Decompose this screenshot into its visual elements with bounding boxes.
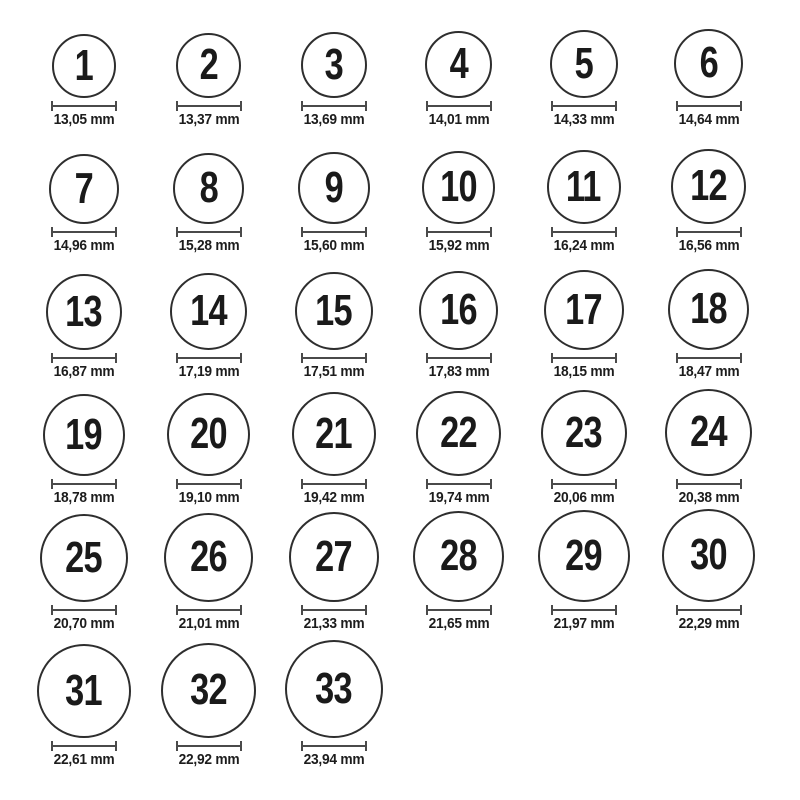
diameter-label bbox=[301, 615, 367, 632]
diameter-measure-line bbox=[51, 105, 117, 107]
ring-circle bbox=[298, 152, 370, 224]
ring-size-number: 3 bbox=[324, 39, 343, 89]
diameter-measure-line bbox=[551, 357, 617, 359]
ring-size-number: 30 bbox=[690, 530, 727, 580]
diameter-label bbox=[426, 111, 492, 128]
diameter-measure-line bbox=[676, 609, 742, 611]
measure-tick-left bbox=[176, 605, 178, 615]
diameter-label-text: 22,29 mm bbox=[678, 614, 739, 632]
measure-tick-left bbox=[51, 479, 53, 489]
diameter-measure-line bbox=[426, 483, 492, 485]
diameter-label-text: 21,97 mm bbox=[553, 614, 614, 632]
ring-circle bbox=[425, 31, 492, 98]
ring-size-number: 4 bbox=[449, 39, 468, 89]
ring-size-item bbox=[396, 128, 521, 254]
measure-tick-left bbox=[301, 741, 303, 751]
ring-size-number: 19 bbox=[65, 409, 102, 459]
ring-circle bbox=[37, 644, 131, 738]
diameter-label bbox=[426, 237, 492, 254]
diameter-label bbox=[551, 237, 617, 254]
ring-size-item bbox=[21, 506, 146, 632]
ring-size-number: 16 bbox=[440, 285, 477, 335]
ring-circle bbox=[52, 34, 116, 98]
ring-size-item bbox=[396, 380, 521, 506]
measure-tick-right bbox=[115, 227, 117, 237]
measure-tick-left bbox=[51, 741, 53, 751]
diameter-label-text: 17,83 mm bbox=[428, 362, 489, 380]
diameter-label-text: 14,96 mm bbox=[53, 236, 114, 254]
measure-tick-left bbox=[176, 353, 178, 363]
ring-circle bbox=[416, 391, 501, 476]
diameter-label bbox=[676, 489, 742, 506]
measure-tick-left bbox=[51, 353, 53, 363]
measure-tick-right bbox=[365, 741, 367, 751]
ring-size-row bbox=[0, 254, 800, 380]
ring-size-item bbox=[396, 2, 521, 128]
ring-size-item bbox=[146, 632, 271, 768]
diameter-label-text: 13,69 mm bbox=[303, 110, 364, 128]
ring-size-number: 12 bbox=[690, 161, 727, 211]
ring-size-row bbox=[0, 380, 800, 506]
ring-size-number: 27 bbox=[315, 531, 352, 581]
measure-tick-left bbox=[676, 101, 678, 111]
ring-size-item bbox=[521, 380, 646, 506]
ring-size-number: 11 bbox=[566, 161, 601, 211]
ring-size-item bbox=[271, 128, 396, 254]
diameter-measure-line bbox=[51, 483, 117, 485]
measure-tick-right bbox=[115, 101, 117, 111]
ring-size-number: 22 bbox=[440, 408, 477, 458]
diameter-label-text: 17,19 mm bbox=[178, 362, 239, 380]
ring-size-item bbox=[396, 506, 521, 632]
diameter-measure-line bbox=[176, 483, 242, 485]
diameter-measure-line bbox=[176, 105, 242, 107]
measure-tick-left bbox=[426, 605, 428, 615]
diameter-measure-line bbox=[301, 609, 367, 611]
measure-tick-right bbox=[615, 605, 617, 615]
ring-size-item bbox=[646, 380, 771, 506]
ring-circle bbox=[413, 511, 504, 602]
ring-size-number: 18 bbox=[690, 284, 727, 334]
measure-tick-right bbox=[490, 101, 492, 111]
diameter-label-text: 19,10 mm bbox=[178, 488, 239, 506]
measure-tick-right bbox=[615, 227, 617, 237]
measure-tick-left bbox=[676, 479, 678, 489]
diameter-label bbox=[676, 237, 742, 254]
measure-tick-right bbox=[615, 479, 617, 489]
ring-size-item bbox=[271, 380, 396, 506]
ring-size-number: 10 bbox=[440, 162, 477, 212]
diameter-measure-line bbox=[301, 357, 367, 359]
ring-circle bbox=[671, 149, 746, 224]
ring-circle bbox=[289, 512, 379, 602]
diameter-label-text: 23,94 mm bbox=[303, 750, 364, 768]
measure-tick-right bbox=[240, 353, 242, 363]
measure-tick-right bbox=[365, 227, 367, 237]
diameter-label bbox=[301, 489, 367, 506]
diameter-label bbox=[551, 111, 617, 128]
measure-tick-right bbox=[365, 353, 367, 363]
diameter-measure-line bbox=[176, 231, 242, 233]
measure-tick-left bbox=[51, 605, 53, 615]
ring-circle bbox=[46, 274, 122, 350]
diameter-measure-line bbox=[551, 231, 617, 233]
measure-tick-left bbox=[426, 101, 428, 111]
diameter-label-text: 14,64 mm bbox=[678, 110, 739, 128]
measure-tick-right bbox=[740, 353, 742, 363]
measure-tick-left bbox=[551, 605, 553, 615]
diameter-measure-line bbox=[426, 609, 492, 611]
diameter-label-text: 15,60 mm bbox=[303, 236, 364, 254]
ring-size-item bbox=[146, 380, 271, 506]
diameter-label bbox=[176, 615, 242, 632]
ring-size-number: 15 bbox=[315, 285, 352, 335]
ring-size-item bbox=[521, 254, 646, 380]
measure-tick-right bbox=[240, 479, 242, 489]
ring-size-item bbox=[521, 128, 646, 254]
diameter-measure-line bbox=[51, 231, 117, 233]
diameter-label-text: 20,38 mm bbox=[678, 488, 739, 506]
ring-size-number: 32 bbox=[190, 665, 227, 715]
ring-size-row bbox=[0, 128, 800, 254]
ring-size-number: 5 bbox=[574, 38, 593, 88]
ring-circle bbox=[422, 151, 495, 224]
diameter-label bbox=[426, 615, 492, 632]
diameter-label-text: 17,51 mm bbox=[303, 362, 364, 380]
measure-tick-right bbox=[740, 479, 742, 489]
measure-tick-left bbox=[551, 353, 553, 363]
ring-size-number: 1 bbox=[74, 40, 93, 90]
measure-tick-right bbox=[490, 605, 492, 615]
measure-tick-left bbox=[301, 605, 303, 615]
measure-tick-right bbox=[115, 605, 117, 615]
diameter-measure-line bbox=[676, 105, 742, 107]
ring-size-item bbox=[146, 2, 271, 128]
ring-circle bbox=[544, 270, 624, 350]
ring-size-item bbox=[146, 128, 271, 254]
diameter-measure-line bbox=[551, 483, 617, 485]
diameter-label-text: 13,05 mm bbox=[53, 110, 114, 128]
ring-circle bbox=[176, 33, 241, 98]
ring-size-row bbox=[0, 632, 800, 768]
diameter-measure-line bbox=[551, 609, 617, 611]
ring-circle bbox=[49, 154, 119, 224]
diameter-measure-line bbox=[301, 483, 367, 485]
ring-size-item bbox=[146, 506, 271, 632]
ring-circle bbox=[541, 390, 627, 476]
ring-size-number: 33 bbox=[315, 663, 352, 713]
measure-tick-right bbox=[740, 605, 742, 615]
measure-tick-left bbox=[51, 101, 53, 111]
measure-tick-left bbox=[551, 227, 553, 237]
measure-tick-right bbox=[490, 479, 492, 489]
ring-circle bbox=[419, 271, 498, 350]
measure-tick-left bbox=[301, 227, 303, 237]
measure-tick-left bbox=[51, 227, 53, 237]
diameter-label-text: 18,15 mm bbox=[553, 362, 614, 380]
ring-circle bbox=[668, 269, 749, 350]
ring-size-number: 7 bbox=[74, 163, 93, 213]
ring-size-number: 13 bbox=[65, 286, 102, 336]
diameter-measure-line bbox=[51, 745, 117, 747]
ring-circle bbox=[662, 509, 755, 602]
measure-tick-left bbox=[426, 479, 428, 489]
measure-tick-left bbox=[426, 353, 428, 363]
measure-tick-right bbox=[240, 605, 242, 615]
ring-circle bbox=[538, 510, 630, 602]
diameter-label bbox=[51, 489, 117, 506]
measure-tick-left bbox=[301, 353, 303, 363]
ring-circle bbox=[40, 514, 128, 602]
ring-size-item bbox=[21, 2, 146, 128]
ring-circle bbox=[674, 29, 743, 98]
diameter-label bbox=[551, 363, 617, 380]
diameter-label bbox=[51, 237, 117, 254]
diameter-label-text: 21,65 mm bbox=[428, 614, 489, 632]
measure-tick-right bbox=[490, 353, 492, 363]
measure-tick-right bbox=[115, 741, 117, 751]
ring-size-number: 26 bbox=[190, 532, 227, 582]
diameter-measure-line bbox=[176, 609, 242, 611]
ring-size-item bbox=[396, 254, 521, 380]
measure-tick-left bbox=[176, 227, 178, 237]
ring-size-item bbox=[646, 506, 771, 632]
ring-circle bbox=[173, 153, 244, 224]
ring-size-item bbox=[21, 380, 146, 506]
diameter-measure-line bbox=[51, 357, 117, 359]
ring-circle bbox=[301, 32, 367, 98]
ring-size-number: 21 bbox=[315, 408, 352, 458]
ring-size-number: 28 bbox=[440, 531, 477, 581]
ring-size-number: 6 bbox=[699, 38, 718, 88]
ring-circle bbox=[167, 393, 250, 476]
diameter-measure-line bbox=[176, 357, 242, 359]
ring-size-item bbox=[646, 128, 771, 254]
measure-tick-right bbox=[740, 227, 742, 237]
ring-size-item bbox=[271, 254, 396, 380]
diameter-label-text: 20,06 mm bbox=[553, 488, 614, 506]
ring-size-number: 29 bbox=[565, 530, 602, 580]
diameter-label bbox=[51, 615, 117, 632]
diameter-measure-line bbox=[301, 231, 367, 233]
diameter-label bbox=[426, 489, 492, 506]
diameter-label-text: 22,92 mm bbox=[178, 750, 239, 768]
diameter-label-text: 15,28 mm bbox=[178, 236, 239, 254]
ring-size-number: 23 bbox=[565, 407, 602, 457]
diameter-label-text: 20,70 mm bbox=[53, 614, 114, 632]
ring-size-item bbox=[271, 632, 396, 768]
measure-tick-left bbox=[676, 605, 678, 615]
diameter-label bbox=[551, 615, 617, 632]
diameter-measure-line bbox=[676, 231, 742, 233]
diameter-label-text: 16,24 mm bbox=[553, 236, 614, 254]
diameter-label-text: 16,87 mm bbox=[53, 362, 114, 380]
measure-tick-right bbox=[115, 479, 117, 489]
ring-size-item bbox=[271, 506, 396, 632]
diameter-label-text: 21,33 mm bbox=[303, 614, 364, 632]
diameter-label bbox=[51, 751, 117, 768]
ring-size-item bbox=[646, 2, 771, 128]
measure-tick-left bbox=[676, 353, 678, 363]
measure-tick-right bbox=[365, 605, 367, 615]
measure-tick-left bbox=[176, 101, 178, 111]
diameter-label bbox=[176, 111, 242, 128]
ring-size-number: 24 bbox=[690, 407, 727, 457]
measure-tick-right bbox=[740, 101, 742, 111]
ring-circle bbox=[164, 513, 253, 602]
measure-tick-right bbox=[615, 101, 617, 111]
diameter-label bbox=[176, 751, 242, 768]
diameter-measure-line bbox=[426, 105, 492, 107]
ring-size-number: 8 bbox=[199, 163, 218, 213]
diameter-measure-line bbox=[301, 105, 367, 107]
diameter-label bbox=[51, 363, 117, 380]
ring-size-number: 14 bbox=[190, 286, 227, 336]
measure-tick-right bbox=[365, 101, 367, 111]
ring-circle bbox=[285, 640, 383, 738]
diameter-label bbox=[676, 111, 742, 128]
diameter-measure-line bbox=[301, 745, 367, 747]
ring-size-number: 9 bbox=[324, 162, 343, 212]
measure-tick-right bbox=[240, 741, 242, 751]
diameter-label-text: 18,78 mm bbox=[53, 488, 114, 506]
ring-circle bbox=[170, 273, 247, 350]
diameter-label bbox=[301, 111, 367, 128]
ring-size-item bbox=[21, 632, 146, 768]
ring-circle bbox=[550, 30, 618, 98]
diameter-measure-line bbox=[51, 609, 117, 611]
measure-tick-left bbox=[551, 101, 553, 111]
diameter-label bbox=[426, 363, 492, 380]
measure-tick-left bbox=[301, 479, 303, 489]
ring-circle bbox=[665, 389, 752, 476]
ring-circle bbox=[43, 394, 125, 476]
measure-tick-left bbox=[176, 741, 178, 751]
diameter-label-text: 21,01 mm bbox=[178, 614, 239, 632]
ring-size-item bbox=[271, 2, 396, 128]
diameter-label bbox=[51, 111, 117, 128]
ring-circle bbox=[292, 392, 376, 476]
ring-size-item bbox=[521, 2, 646, 128]
measure-tick-right bbox=[240, 101, 242, 111]
measure-tick-right bbox=[365, 479, 367, 489]
ring-circle bbox=[295, 272, 373, 350]
diameter-label-text: 13,37 mm bbox=[178, 110, 239, 128]
diameter-label bbox=[551, 489, 617, 506]
diameter-label bbox=[176, 237, 242, 254]
ring-size-item bbox=[646, 254, 771, 380]
diameter-label bbox=[676, 615, 742, 632]
ring-size-number: 25 bbox=[65, 532, 102, 582]
measure-tick-left bbox=[551, 479, 553, 489]
ring-size-number: 31 bbox=[65, 665, 102, 715]
diameter-label-text: 16,56 mm bbox=[678, 236, 739, 254]
diameter-label-text: 22,61 mm bbox=[53, 750, 114, 768]
measure-tick-right bbox=[615, 353, 617, 363]
diameter-label bbox=[676, 363, 742, 380]
ring-size-item bbox=[146, 254, 271, 380]
diameter-label-text: 14,01 mm bbox=[428, 110, 489, 128]
diameter-label-text: 19,74 mm bbox=[428, 488, 489, 506]
diameter-measure-line bbox=[426, 357, 492, 359]
diameter-measure-line bbox=[551, 105, 617, 107]
ring-size-item bbox=[21, 128, 146, 254]
diameter-measure-line bbox=[176, 745, 242, 747]
ring-size-number: 20 bbox=[190, 409, 227, 459]
diameter-label-text: 14,33 mm bbox=[553, 110, 614, 128]
diameter-label bbox=[176, 489, 242, 506]
ring-size-item bbox=[521, 506, 646, 632]
ring-size-number: 2 bbox=[199, 40, 218, 90]
measure-tick-left bbox=[301, 101, 303, 111]
ring-circle bbox=[547, 150, 621, 224]
diameter-label bbox=[176, 363, 242, 380]
ring-size-item bbox=[21, 254, 146, 380]
ring-size-row bbox=[0, 2, 800, 128]
diameter-label-text: 18,47 mm bbox=[678, 362, 739, 380]
diameter-label bbox=[301, 751, 367, 768]
diameter-label bbox=[301, 237, 367, 254]
measure-tick-right bbox=[115, 353, 117, 363]
measure-tick-left bbox=[176, 479, 178, 489]
diameter-label bbox=[301, 363, 367, 380]
ring-size-number: 17 bbox=[565, 284, 602, 334]
diameter-label-text: 15,92 mm bbox=[428, 236, 489, 254]
measure-tick-right bbox=[490, 227, 492, 237]
diameter-measure-line bbox=[426, 231, 492, 233]
diameter-measure-line bbox=[676, 483, 742, 485]
measure-tick-right bbox=[240, 227, 242, 237]
ring-circle bbox=[161, 643, 256, 738]
ring-size-row bbox=[0, 506, 800, 632]
diameter-measure-line bbox=[676, 357, 742, 359]
measure-tick-left bbox=[676, 227, 678, 237]
measure-tick-left bbox=[426, 227, 428, 237]
diameter-label-text: 19,42 mm bbox=[303, 488, 364, 506]
